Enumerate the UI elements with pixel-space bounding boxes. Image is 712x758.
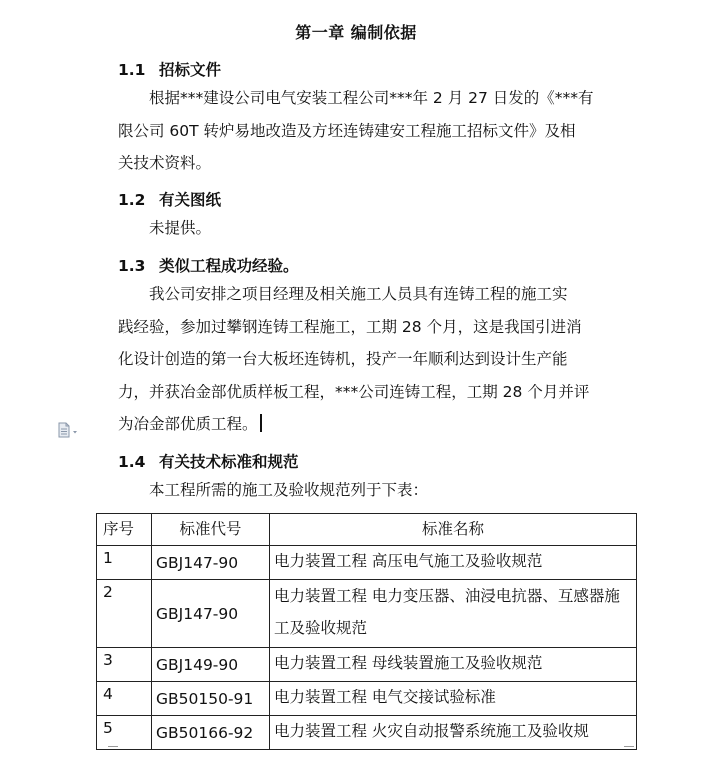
row-name: 电力装置工程 电力变压器、油浸电抗器、互感器施工及验收规范 xyxy=(270,580,637,648)
table-row xyxy=(97,648,637,682)
row-no: 4 xyxy=(97,682,152,716)
page-corner-mark xyxy=(624,746,634,756)
table-row xyxy=(97,682,637,716)
section-title: 有关图纸 xyxy=(159,191,222,209)
section-number: 1.4 xyxy=(118,453,146,471)
section-heading-1-2 xyxy=(118,188,221,210)
paragraph-line: 根据***建设公司电气安装工程公司***年 2 月 27 日发的《***有 xyxy=(149,89,594,107)
paragraph-line: 力，并获冶金部优质样板工程，***公司连铸工程，工期 28 个月并评 xyxy=(118,382,590,401)
paragraph-line-with-cursor[interactable] xyxy=(118,408,618,441)
section-title: 有关技术标准和规范 xyxy=(159,453,299,471)
row-no: 2 xyxy=(97,580,152,648)
section-body-1-2 xyxy=(118,212,618,245)
row-code: GB50166-92 xyxy=(152,716,270,750)
paragraph-line: 践经验，参加过攀钢连铸工程施工，工期 28 个月，这是我国引进消 xyxy=(118,317,582,336)
paragraph-line: 本工程所需的施工及验收规范列于下表： xyxy=(149,481,429,499)
row-code: GB50150-91 xyxy=(152,682,270,716)
section-heading-1-3 xyxy=(118,254,299,276)
standards-table xyxy=(96,513,637,750)
paragraph-line: 限公司 60T 转炉易地改造及方坯连铸建安工程施工招标文件》及相 xyxy=(118,121,576,140)
row-name: 电力装置工程 母线装置施工及验收规范 xyxy=(270,648,637,682)
row-code: GBJ147-90 xyxy=(152,546,270,580)
section-number: 1.2 xyxy=(118,191,146,209)
row-no: 5 xyxy=(97,716,152,750)
row-no: 1 xyxy=(97,546,152,580)
section-heading-1-4 xyxy=(118,450,299,472)
paragraph-line: 关技术资料。 xyxy=(118,154,212,172)
paragraph-line: 我公司安排之项目经理及相关施工人员具有连铸工程的施工实 xyxy=(149,285,568,303)
chapter-title: 第一章 编制依据 xyxy=(295,23,417,42)
row-code: GBJ147-90 xyxy=(152,580,270,648)
paragraph-text: 为冶金部优质工程。 xyxy=(118,415,258,433)
header-code: 标准代号 xyxy=(152,514,270,546)
header-no: 序号 xyxy=(97,514,152,546)
section-number: 1.1 xyxy=(118,61,146,79)
table-row xyxy=(97,716,637,750)
section-body-1-4 xyxy=(118,474,618,507)
document-options-icon[interactable] xyxy=(57,422,79,438)
row-name: 电力装置工程 电气交接试验标准 xyxy=(270,682,637,716)
text-cursor xyxy=(260,414,262,432)
paragraph-line: 化设计创造的第一台大板坯连铸机，投产一年顺利达到设计生产能 xyxy=(118,350,568,368)
row-code: GBJ149-90 xyxy=(152,648,270,682)
section-body-1-1 xyxy=(118,82,618,180)
section-title: 类似工程成功经验。 xyxy=(159,257,299,275)
section-body-1-3 xyxy=(118,278,618,441)
page-corner-mark xyxy=(108,746,118,756)
row-no: 3 xyxy=(97,648,152,682)
section-number: 1.3 xyxy=(118,257,146,275)
header-name: 标准名称 xyxy=(270,514,637,546)
table-row xyxy=(97,546,637,580)
section-title: 招标文件 xyxy=(159,61,222,79)
paragraph-line: 未提供。 xyxy=(149,219,212,237)
table-header-row xyxy=(97,514,637,546)
section-heading-1-1 xyxy=(118,58,221,80)
row-name: 电力装置工程 高压电气施工及验收规范 xyxy=(270,546,637,580)
table-row xyxy=(97,580,637,648)
row-name: 电力装置工程 火灾自动报警系统施工及验收规 xyxy=(270,716,637,750)
